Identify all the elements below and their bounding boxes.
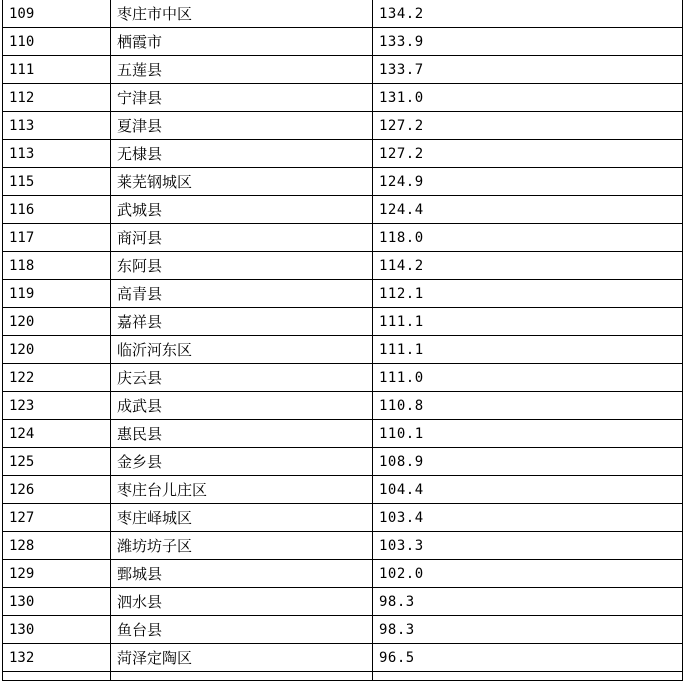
value-cell: 127.2 (373, 140, 683, 168)
rank-cell: 132 (3, 644, 111, 672)
county-name-cell: 菏泽定陶区 (111, 644, 373, 672)
table-row (3, 336, 683, 364)
rank-cell: 113 (3, 112, 111, 140)
table-row (3, 392, 683, 420)
county-name-cell: 惠民县 (111, 420, 373, 448)
county-name-cell: 鱼台县 (111, 616, 373, 644)
value-cell: 133.9 (373, 28, 683, 56)
county-name-cell: 夏津县 (111, 112, 373, 140)
rank-cell: 111 (3, 56, 111, 84)
rank-cell: 120 (3, 336, 111, 364)
ranking-table-container (2, 0, 682, 681)
county-name-cell: 栖霞市 (111, 28, 373, 56)
county-name-cell: 无棣县 (111, 140, 373, 168)
table-row (3, 84, 683, 112)
table-row (3, 420, 683, 448)
table-row (3, 560, 683, 588)
rank-cell: 127 (3, 504, 111, 532)
empty-cell (111, 672, 373, 681)
rank-cell: 110 (3, 28, 111, 56)
table-row (3, 476, 683, 504)
rank-cell: 112 (3, 84, 111, 112)
value-cell: 110.1 (373, 420, 683, 448)
table-row (3, 308, 683, 336)
empty-cell (3, 672, 111, 681)
rank-cell: 123 (3, 392, 111, 420)
table-row (3, 644, 683, 672)
value-cell: 127.2 (373, 112, 683, 140)
value-cell: 124.9 (373, 168, 683, 196)
ranking-table-body (3, 0, 683, 681)
rank-cell: 116 (3, 196, 111, 224)
table-row (3, 616, 683, 644)
county-name-cell: 枣庄峄城区 (111, 504, 373, 532)
county-name-cell: 临沂河东区 (111, 336, 373, 364)
table-row (3, 364, 683, 392)
value-cell: 98.3 (373, 616, 683, 644)
value-cell: 133.7 (373, 56, 683, 84)
county-name-cell: 东阿县 (111, 252, 373, 280)
county-name-cell: 宁津县 (111, 84, 373, 112)
table-row (3, 56, 683, 84)
county-name-cell: 莱芜钢城区 (111, 168, 373, 196)
value-cell: 102.0 (373, 560, 683, 588)
value-cell: 103.3 (373, 532, 683, 560)
county-name-cell: 枣庄市中区 (111, 0, 373, 28)
county-name-cell: 嘉祥县 (111, 308, 373, 336)
value-cell: 110.8 (373, 392, 683, 420)
table-row (3, 504, 683, 532)
value-cell: 111.1 (373, 336, 683, 364)
value-cell: 98.3 (373, 588, 683, 616)
rank-cell: 117 (3, 224, 111, 252)
county-name-cell: 武城县 (111, 196, 373, 224)
county-name-cell: 五莲县 (111, 56, 373, 84)
table-row (3, 532, 683, 560)
value-cell: 111.1 (373, 308, 683, 336)
rank-cell: 119 (3, 280, 111, 308)
empty-cell (373, 672, 683, 681)
county-name-cell: 商河县 (111, 224, 373, 252)
value-cell: 124.4 (373, 196, 683, 224)
rank-cell: 124 (3, 420, 111, 448)
county-name-cell: 成武县 (111, 392, 373, 420)
table-row (3, 196, 683, 224)
value-cell: 108.9 (373, 448, 683, 476)
rank-cell: 109 (3, 0, 111, 28)
rank-cell: 122 (3, 364, 111, 392)
value-cell: 118.0 (373, 224, 683, 252)
value-cell: 131.0 (373, 84, 683, 112)
value-cell: 134.2 (373, 0, 683, 28)
table-row-cutoff (3, 672, 683, 681)
value-cell: 112.1 (373, 280, 683, 308)
table-row (3, 168, 683, 196)
rank-cell: 113 (3, 140, 111, 168)
county-name-cell: 庆云县 (111, 364, 373, 392)
table-row (3, 0, 683, 28)
table-row (3, 588, 683, 616)
county-name-cell: 枣庄台儿庄区 (111, 476, 373, 504)
rank-cell: 118 (3, 252, 111, 280)
county-name-cell: 泗水县 (111, 588, 373, 616)
value-cell: 114.2 (373, 252, 683, 280)
value-cell: 103.4 (373, 504, 683, 532)
table-row (3, 28, 683, 56)
table-row (3, 280, 683, 308)
rank-cell: 126 (3, 476, 111, 504)
rank-cell: 128 (3, 532, 111, 560)
value-cell: 111.0 (373, 364, 683, 392)
ranking-table (2, 0, 683, 681)
table-row (3, 112, 683, 140)
rank-cell: 125 (3, 448, 111, 476)
table-row (3, 252, 683, 280)
value-cell: 96.5 (373, 644, 683, 672)
value-cell: 104.4 (373, 476, 683, 504)
table-row (3, 224, 683, 252)
table-row (3, 448, 683, 476)
county-name-cell: 高青县 (111, 280, 373, 308)
rank-cell: 130 (3, 616, 111, 644)
rank-cell: 129 (3, 560, 111, 588)
rank-cell: 115 (3, 168, 111, 196)
county-name-cell: 潍坊坊子区 (111, 532, 373, 560)
rank-cell: 130 (3, 588, 111, 616)
county-name-cell: 鄄城县 (111, 560, 373, 588)
rank-cell: 120 (3, 308, 111, 336)
table-row (3, 140, 683, 168)
county-name-cell: 金乡县 (111, 448, 373, 476)
